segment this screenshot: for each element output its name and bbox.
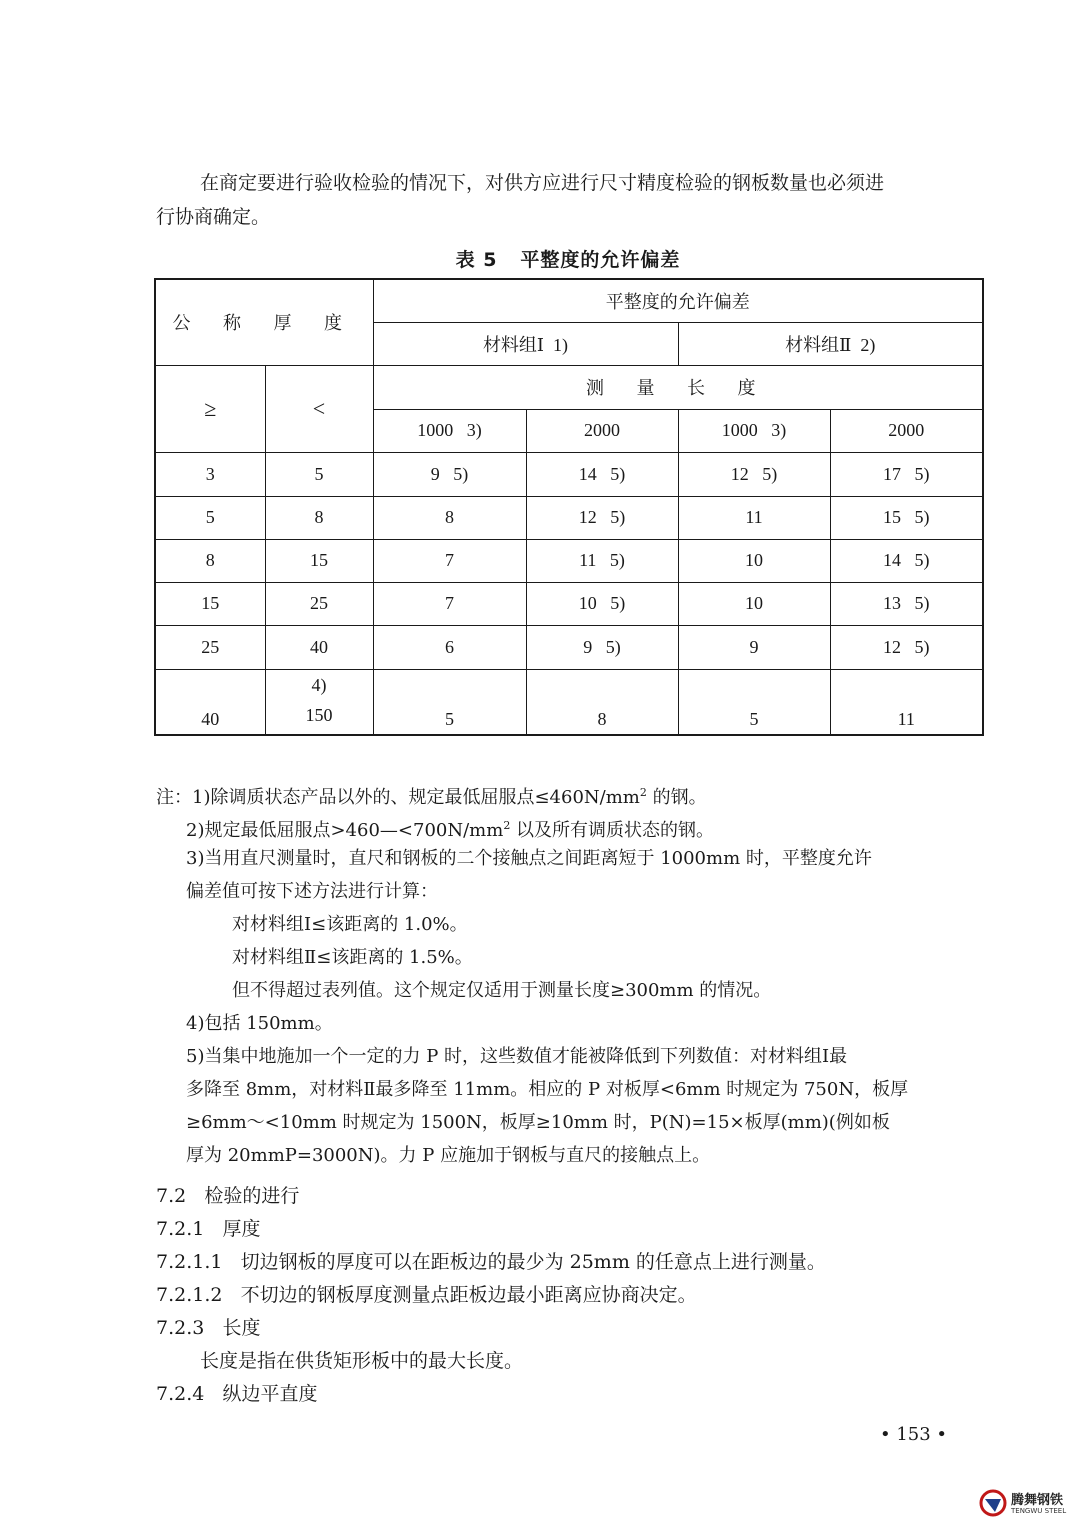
cell-g1-2000: 8 xyxy=(526,669,678,735)
cell-g1-1000: 8 xyxy=(373,496,526,539)
section-7-2: 7.2 检验的进行 xyxy=(156,1185,300,1207)
note-3-line-1: 3)当用直尺测量时，直尺和钢板的二个接触点之间距离短于 1000mm 时，平整度允许 xyxy=(186,848,872,869)
cell-g1-2000: 12 5) xyxy=(526,496,678,539)
section-7-2-1-2: 7.2.1.2 不切边的钢板厚度测量点距板边最小距离应协商决定。 xyxy=(156,1284,697,1306)
header-len-2000-g2: 2000 xyxy=(830,409,983,452)
note-5-line-2: 多降至 8mm，对材料Ⅱ最多降至 11mm。相应的 P 对板厚<6mm 时规定为 750N，板厚 xyxy=(186,1079,909,1100)
cell-g2-1000: 5 xyxy=(678,669,830,735)
section-7-2-1: 7.2.1 厚度 xyxy=(156,1218,261,1240)
cell-lt: 15 xyxy=(265,539,373,582)
logo-text-cn: 腾舞钢铁 xyxy=(1011,1493,1064,1508)
flatness-tolerance-table xyxy=(154,278,984,736)
cell-ge: 40 xyxy=(155,669,265,735)
header-group-2: 材料组Ⅱ 2) xyxy=(678,322,983,365)
section-7-2-3: 7.2.3 长度 xyxy=(156,1317,261,1339)
table-row xyxy=(155,669,983,735)
cell-g2-2000: 13 5) xyxy=(830,582,983,625)
header-ge: ≥ xyxy=(155,365,265,452)
note-3-a: 对材料组Ⅰ≤该距离的 1.0%。 xyxy=(232,914,468,935)
note-4: 4)包括 150mm。 xyxy=(186,1013,333,1034)
note-2: 2)规定最低屈服点$>460—<700N/mm^2$ 以及所有调质状态的钢。 xyxy=(186,819,715,841)
header-flatness-tolerance: 平整度的允许偏差 xyxy=(373,279,983,322)
cell-g2-1000: 9 xyxy=(678,625,830,669)
cell-ge: 3 xyxy=(155,452,265,496)
cell-lt-value: 150 xyxy=(305,705,333,725)
cell-lt: 5 xyxy=(265,452,373,496)
cell-ge: 5 xyxy=(155,496,265,539)
header-len-1000-g1: 1000 3) xyxy=(373,409,526,452)
note-3-c: 但不得超过表列值。这个规定仅适用于测量长度≥300mm 的情况。 xyxy=(232,980,772,1001)
cell-g2-1000: 10 xyxy=(678,582,830,625)
cell-g1-2000: 9 5) xyxy=(526,625,678,669)
cell-g1-2000: 14 5) xyxy=(526,452,678,496)
intro-line-2: 行协商确定。 xyxy=(156,206,271,228)
table-row xyxy=(155,452,983,496)
cell-lt: 25 xyxy=(265,582,373,625)
cell-g2-2000: 14 5) xyxy=(830,539,983,582)
table-row xyxy=(155,625,983,669)
cell-g1-1000: 9 5) xyxy=(373,452,526,496)
logo-emblem-icon xyxy=(978,1488,1008,1518)
cell-g1-1000: 7 xyxy=(373,539,526,582)
cell-g2-1000: 10 xyxy=(678,539,830,582)
header-len-2000-g1: 2000 xyxy=(526,409,678,452)
logo-text-en: TENGWU STEEL xyxy=(1011,1507,1067,1515)
note-1: 注：1)除调质状态产品以外的、规定最低屈服点$\le 460N/mm^2$ 的钢。 xyxy=(156,786,707,808)
watermark-logo xyxy=(978,1488,1088,1520)
table-row xyxy=(155,539,983,582)
cell-g2-2000: 12 5) xyxy=(830,625,983,669)
cell-g1-1000: 7 xyxy=(373,582,526,625)
cell-lt: 8 xyxy=(265,496,373,539)
cell-lt-note: 4) xyxy=(311,675,327,695)
cell-g1-2000: 10 5) xyxy=(526,582,678,625)
note-5-line-1: 5)当集中地施加一个一定的力 P 时，这些数值才能被降低到下列数值：对材料组Ⅰ最 xyxy=(186,1046,848,1067)
note-5-line-4: 厚为 20mmP=3000N)。力 P 应施加于钢板与直尺的接触点上。 xyxy=(186,1145,711,1166)
cell-ge: 25 xyxy=(155,625,265,669)
table-row xyxy=(155,582,983,625)
cell-g2-2000: 17 5) xyxy=(830,452,983,496)
intro-line-1: 在商定要进行验收检验的情况下，对供方应进行尺寸精度检验的钢板数量也必须进 xyxy=(200,172,885,194)
page-number: • 153 • xyxy=(880,1424,948,1445)
cell-g1-1000: 6 xyxy=(373,625,526,669)
cell-ge: 8 xyxy=(155,539,265,582)
section-7-2-1-1: 7.2.1.1 切边钢板的厚度可以在距板边的最少为 25mm 的任意点上进行测量。 xyxy=(156,1251,826,1273)
header-len-1000-g2: 1000 3) xyxy=(678,409,830,452)
header-group-1: 材料组Ⅰ 1) xyxy=(373,322,678,365)
cell-lt: 40 xyxy=(265,625,373,669)
table-title: 表 5 平整度的允许偏差 xyxy=(455,249,681,271)
cell-ge: 15 xyxy=(155,582,265,625)
cell-g1-1000: 5 xyxy=(373,669,526,735)
cell-g2-2000: 11 xyxy=(830,669,983,735)
note-3-b: 对材料组Ⅱ≤该距离的 1.5%。 xyxy=(232,947,473,968)
header-lt: < xyxy=(265,365,373,452)
cell-g2-1000: 12 5) xyxy=(678,452,830,496)
cell-g2-2000: 15 5) xyxy=(830,496,983,539)
header-measure-length: 测 量 长 度 xyxy=(373,365,983,409)
header-nominal-thickness: 公 称 厚 度 xyxy=(155,279,373,365)
note-3-line-2: 偏差值可按下述方法进行计算： xyxy=(186,881,438,902)
table-row xyxy=(155,496,983,539)
cell-lt xyxy=(265,669,373,735)
section-7-2-3-text: 长度是指在供货矩形板中的最大长度。 xyxy=(200,1350,524,1372)
section-7-2-4: 7.2.4 纵边平直度 xyxy=(156,1383,318,1405)
note-5-line-3: ≥6mm～<10mm 时规定为 1500N，板厚≥10mm 时，P(N)=15×板厚(mm)(例如板 xyxy=(186,1112,890,1133)
cell-g2-1000: 11 xyxy=(678,496,830,539)
cell-g1-2000: 11 5) xyxy=(526,539,678,582)
